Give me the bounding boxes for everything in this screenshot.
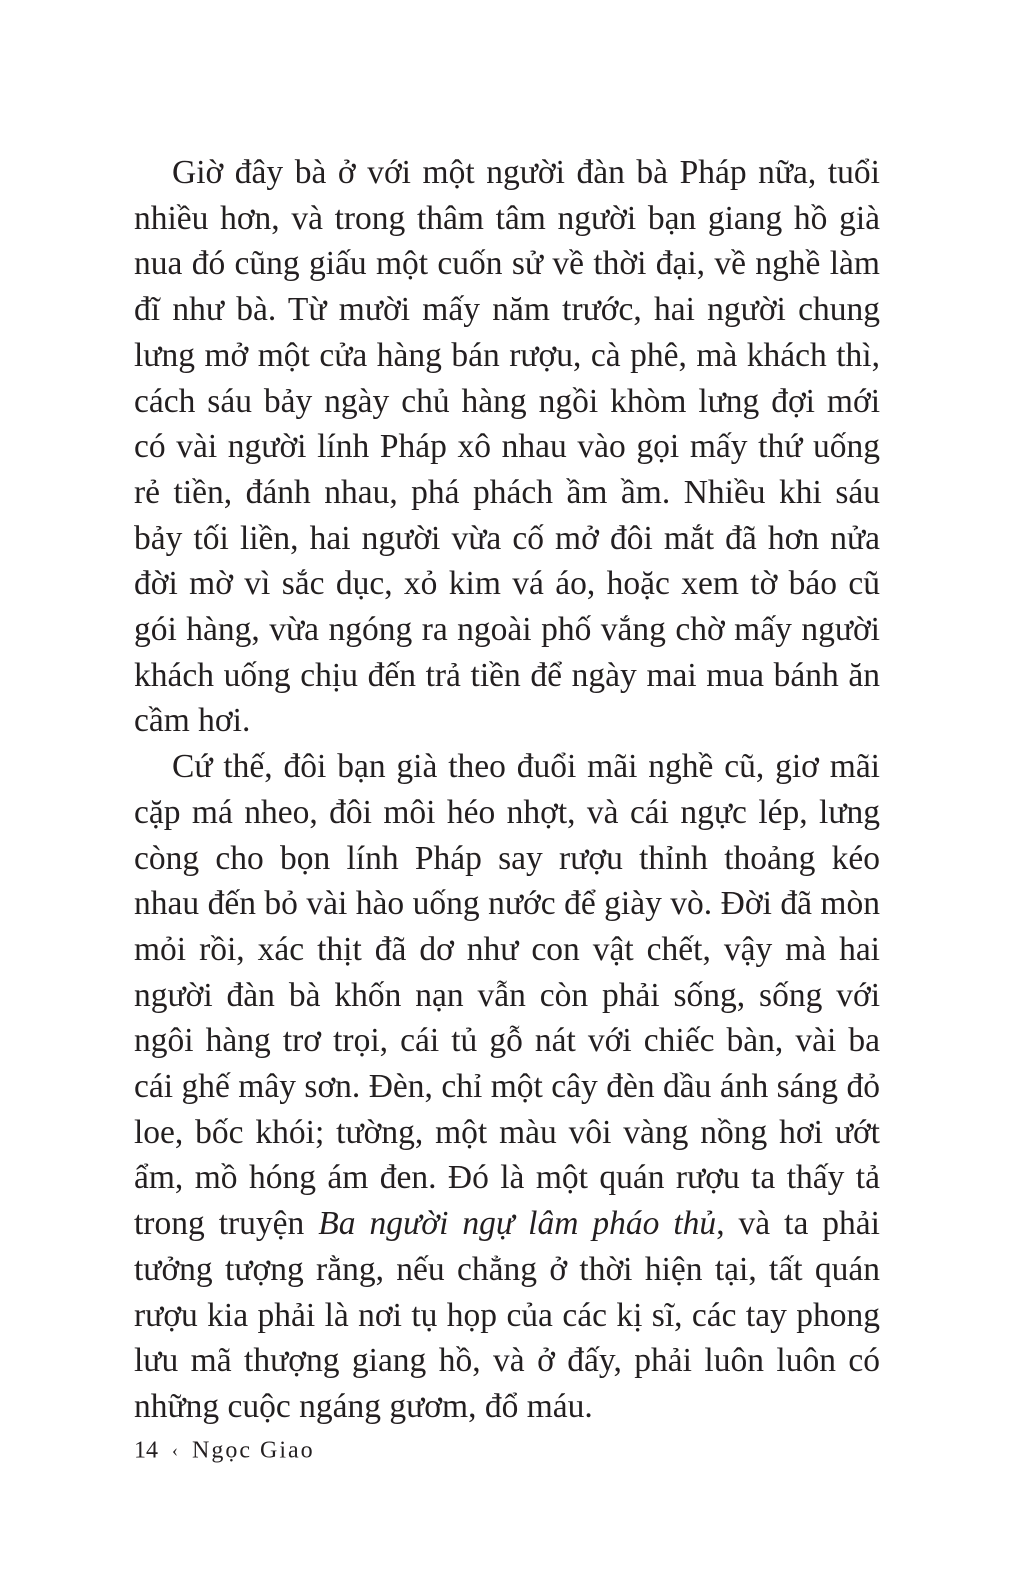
page-number: 14 xyxy=(134,1437,158,1464)
page-footer xyxy=(134,1434,315,1465)
paragraph-1-text: Giờ đây bà ở với một người đàn bà Pháp nữa, tuổi nhiều hơn, và trong thâm tâm người bạn giang hồ già nua đó cũng giấu một cuốn sử về thời đại, về nghề làm đĩ như bà. Từ mười mấy năm trước, hai người chung lưng mở một cửa hàng bán rượu, cà phê, mà khách thì, cách sáu bảy ngày chủ hàng ngồi khòm lưng đợi mới có vài người lính Pháp xô nhau vào gọi mấy thứ uống rẻ tiền, đánh nhau, phá phách ầm ầm. Nhiều khi sáu bảy tối liền, hai người vừa cố mở đôi mắt đã hơn nửa đời mờ vì sắc dục, xỏ kim vá áo, hoặc xem tờ báo cũ gói hàng, vừa ngóng ra ngoài phố vắng chờ mấy người khách uống chịu đến trả tiền để ngày mai mua bánh ăn cầm hơi. xyxy=(134,154,880,740)
footer-separator: ‹ xyxy=(172,1440,178,1461)
author-name: Ngọc Giao xyxy=(192,1437,315,1464)
paragraph-2 xyxy=(134,744,880,1430)
paragraph-1 xyxy=(134,150,880,744)
paragraph-2-text-start: Cứ thế, đôi bạn già theo đuổi mãi nghề cũ, giơ mãi cặp má nheo, đôi môi héo nhợt, và cái ngực lép, lưng còng cho bọn lính Pháp say rượu thỉnh thoảng kéo nhau đến bỏ vài hào uống nước để giày vò. Đời đã mòn mỏi rồi, xác thịt đã dơ như con vật chết, vậy mà hai người đàn bà khốn nạn vẫn còn phải sống, sống với ngôi hàng trơ trọi, cái tủ gỗ nát với chiếc bàn, vài ba cái ghế mây sơn. Đèn, chỉ một cây đèn dầu ánh sáng đỏ loe, bốc khói; tường, một màu vôi vàng nồng hơi ướt ẩm, mồ hóng ám đen. Đó là một quán rượu ta thấy tả trong truyện xyxy=(134,748,880,1243)
body-text xyxy=(134,150,880,1430)
paragraph-2-text-end: , và ta phải tưởng tượng rằng, nếu chẳng ở thời hiện tại, tất quán rượu kia phải là nơi tụ họp của các kị sĩ, các tay phong lưu mã thượng giang hồ, và ở đấy, phải luôn luôn có những cuộc ngáng gươm, đổ máu. xyxy=(134,1205,880,1425)
book-title-italic: Ba người ngự lâm pháo thủ xyxy=(318,1205,717,1243)
